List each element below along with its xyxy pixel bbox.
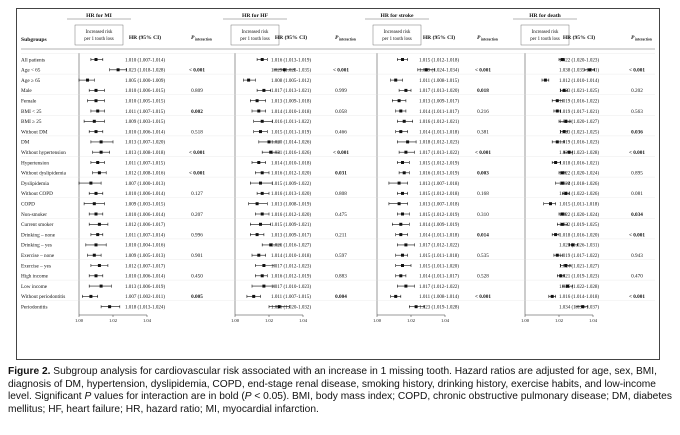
hr-point [401, 254, 404, 257]
hr-ci-value: 1.011 (1.007-1.014) [125, 233, 165, 239]
p-interaction-value: 0.535 [477, 253, 489, 259]
p-interaction-value: 0.034 [631, 211, 643, 218]
hr-ci-value: 1.018 (1.013-1.024) [125, 305, 165, 311]
p-interaction-header: P [477, 35, 481, 41]
hr-ci-value: 1.012 (1.006-1.017) [125, 223, 165, 229]
subgroup-label: Exercise – none [21, 253, 55, 259]
p-interaction-value: 0.211 [335, 232, 347, 239]
subgroup-label: DM [21, 139, 30, 146]
hr-ci-value: 1.015 (1.009-1.022) [271, 181, 311, 187]
hr-ci-value: 1.011 (1.008-1.014) [419, 295, 459, 301]
hr-ci-value: 1.013 (1.009-1.018) [271, 99, 311, 105]
hr-ci-value: 1.019 (1.017-1.022) [559, 254, 599, 259]
hr-point [403, 120, 406, 123]
hr-ci-value: 1.015 (1.009-1.021) [271, 223, 311, 229]
hr-point [262, 264, 265, 267]
increased-risk-box [231, 25, 279, 45]
hr-point [399, 274, 402, 277]
hr-point [401, 192, 404, 195]
hr-ci-value: 1.005 (1.000-1.009) [125, 78, 165, 84]
p-interaction-value: 0.901 [191, 253, 203, 259]
hr-ci-value: 1.011 (1.007-1.015) [125, 161, 165, 167]
p-interaction-header: P [191, 35, 195, 41]
hr-ci-value: 1.011 (1.007-1.015) [271, 295, 311, 301]
hr-point [551, 295, 554, 298]
hr-ci-value: 1.007 (1.002-1.011) [125, 295, 165, 301]
hr-ci-value: 1.019 (1.017-1.021) [559, 109, 599, 115]
p-interaction-value: 0.310 [477, 211, 489, 218]
hr-ci-value: 1.025 (1.022-1.028) [559, 284, 599, 290]
hr-point [259, 223, 262, 226]
hr-point [257, 110, 260, 113]
hr-ci-value: 1.021 (1.019-1.023) [559, 274, 599, 280]
hr-point [256, 233, 259, 236]
panel-title: HR for death [529, 13, 561, 19]
subgroup-label: BMI < 25 [21, 108, 42, 115]
hr-ci-value: 1.018 (1.012-1.023) [419, 140, 459, 146]
hr-point [95, 274, 98, 277]
hr-point [95, 58, 98, 61]
p-interaction-value: 0.809 [191, 88, 203, 95]
hr-ci-value: 1.020 (1.014-1.026) [271, 140, 311, 146]
hr-point [86, 79, 89, 82]
hr-ci-value: 1.015 (1.011-1.020) [419, 264, 459, 270]
subgroup-label: Without dyslipidemia [21, 170, 66, 177]
p-interaction-value: 0.996 [191, 232, 203, 239]
hr-ci-value: 1.012 (1.007-1.017) [125, 264, 165, 270]
hr-ci-value: 1.016 (1.013-1.020) [271, 192, 311, 198]
hr-ci-value: 1.010 (1.007-1.014) [125, 58, 165, 64]
increased-risk-sublabel: per 1 tooth loss [240, 37, 270, 42]
increased-risk-sublabel: per 1 tooth loss [530, 37, 560, 42]
hr-point [117, 68, 120, 71]
hr-ci-value: 1.029 (1.024-1.034) [419, 68, 459, 74]
hr-ci-value: 1.013 (1.007-1.018) [419, 181, 459, 187]
subgroup-label: Without COPD [21, 191, 53, 198]
hr-point [257, 254, 260, 257]
hr-ci-value: 1.017 (1.012-1.023) [271, 264, 311, 270]
p-interaction-value: 0.058 [335, 108, 347, 115]
hr-ci-value: 1.014 (1.010-1.018) [271, 109, 311, 115]
p-interaction-subscript: interaction [635, 37, 652, 42]
hr-ci-value: 1.034 (1.030-1.037) [559, 305, 599, 311]
increased-risk-label: Increased risk [241, 30, 269, 35]
p-interaction-value: 0.036 [631, 129, 643, 136]
hr-point [259, 130, 262, 133]
hr-point [398, 202, 401, 205]
caption-text-1: Subgroup analysis for cardiovascular risk associated with an increase in 1 missing tooth. Hazard ratios are adjusted for age, sex, BMI, diagnosis of DM, hypertension, dyslipidemia, COPD, end-stage renal disease, smoking history, drinking history, exercise habits, and low-income level. Significant [8, 366, 657, 403]
hr-point [89, 295, 92, 298]
p-interaction-value: 0.475 [335, 211, 347, 218]
hr-ci-value: 1.024 (1.021-1.027) [559, 264, 599, 270]
hr-ci-value: 1.023 (1.018-1.028) [125, 68, 165, 74]
subgroup-label: BMI ≥ 25 [21, 119, 42, 126]
hr-point [554, 161, 557, 164]
hr-ci-value: 1.024 (1.022-1.026) [559, 192, 599, 198]
hr-ci-value: 1.017 (1.013-1.022) [419, 151, 459, 156]
subgroup-label: All patients [21, 57, 46, 64]
increased-risk-box [521, 25, 569, 45]
hr-point [394, 295, 397, 298]
hr-ci-value: 1.022 (1.018-1.026) [559, 181, 599, 187]
hr-ci-value: 1.018 (1.016-1.021) [559, 161, 599, 167]
x-tick-label: 1.00 [372, 318, 382, 323]
hr-ci-value: 1.015 (1.012-1.018) [419, 192, 459, 198]
hr-ci-value: 1.014 (1.010-1.018) [271, 161, 311, 167]
p-interaction-value: 0.518 [191, 129, 203, 136]
p-interaction-value: < 0.001 [333, 67, 349, 74]
x-tick-label: 1.04 [440, 318, 450, 323]
p-interaction-value: 0.168 [477, 191, 489, 198]
hr-ci-value: 1.010 (1.005-1.015) [125, 99, 165, 105]
hr-point [100, 285, 103, 288]
p-interaction-subscript: interaction [481, 37, 498, 42]
subgroup-label: Male [21, 88, 32, 95]
hr-point [261, 192, 264, 195]
hr-point [399, 223, 402, 226]
hr-ci-value: 1.013 (1.007-1.018) [419, 202, 459, 208]
p-interaction-value: 0.005 [191, 294, 203, 301]
hr-point [406, 140, 409, 143]
hr-ci-value: 1.016 (1.012-1.020) [271, 212, 311, 218]
hr-column-header: HR (95% CI) [422, 35, 456, 41]
p-interaction-value: 0.018 [477, 88, 489, 95]
hr-point [95, 99, 98, 102]
subgroup-label: Non-smoker [21, 211, 47, 218]
subgroups-header: Subgroups [21, 37, 47, 43]
subgroup-label: Drinking – none [21, 232, 56, 239]
hr-column-header: HR (95% CI) [562, 35, 596, 41]
hr-ci-value: 1.018 (1.016-1.020) [559, 233, 599, 239]
hr-point [256, 99, 259, 102]
p-interaction-value: < 0.001 [475, 67, 491, 74]
increased-risk-box [373, 25, 421, 45]
p-interaction-value: 0.563 [631, 108, 643, 115]
p-interaction-value: < 0.001 [629, 67, 645, 74]
hr-ci-value: 1.011 (1.007-1.015) [125, 109, 165, 115]
hr-point [404, 151, 407, 154]
hr-point [100, 140, 103, 143]
hr-ci-value: 1.013 (1.009-1.017) [271, 233, 311, 239]
hr-ci-value: 1.010 (1.006-1.014) [125, 212, 165, 218]
p-interaction-value: 0.597 [335, 253, 347, 259]
hr-ci-value: 1.014 (1.011-1.018) [419, 130, 459, 136]
subgroup-label: Without periodontitis [21, 294, 66, 301]
x-tick-label: 1.00 [74, 318, 84, 323]
hr-ci-value: 1.016 (1.013-1.019) [419, 171, 459, 177]
hr-point [256, 202, 259, 205]
hr-ci-value: 1.015 (1.012-1.019) [419, 161, 459, 167]
p-interaction-header: P [335, 35, 339, 41]
hr-ci-value: 1.017 (1.012-1.022) [419, 243, 459, 249]
hr-ci-value: 1.016 (1.012-1.019) [271, 274, 311, 280]
caption-text-3: < 0.05). BMI, body mass index; COPD, chronic obstructive pulmonary disease; DM, diabetes mellitus; HF, heart failure; HR, hazard ratio; MI, myocardial infarction. [8, 391, 672, 415]
hr-point [261, 171, 264, 174]
hr-point [108, 305, 111, 308]
hr-ci-value: 1.011 (1.008-1.015) [419, 78, 459, 84]
subgroup-label: Current smoker [21, 222, 54, 229]
hr-point [93, 120, 96, 123]
hr-ci-value: 1.009 (1.005-1.013) [125, 254, 165, 259]
hr-point [95, 192, 98, 195]
hr-point [96, 110, 99, 113]
hr-point [399, 233, 402, 236]
p-interaction-value: < 0.001 [333, 150, 349, 156]
hr-ci-value: 1.022 (1.019-1.025) [559, 223, 599, 229]
hr-point [401, 58, 404, 61]
hr-point [96, 233, 99, 236]
p-interaction-subscript: interaction [195, 37, 212, 42]
hr-point [95, 130, 98, 133]
x-tick-label: 1.04 [588, 318, 598, 323]
hr-point [403, 171, 406, 174]
hr-point [247, 79, 250, 82]
p-interaction-value: 0.528 [477, 273, 489, 280]
x-tick-label: 1.00 [520, 318, 530, 323]
subgroup-label: Periodontitis [21, 304, 48, 311]
p-interaction-value: < 0.001 [189, 150, 205, 156]
p-interaction-value: 0.202 [631, 88, 643, 95]
forest-plot-table [16, 8, 660, 360]
hr-ci-value: 1.013 (1.009-1.017) [419, 99, 459, 105]
hr-ci-value: 1.023 (1.021-1.025) [559, 130, 599, 136]
x-tick-label: 1.02 [264, 318, 274, 323]
hr-ci-value: 1.010 (1.006-1.014) [125, 274, 165, 280]
hr-point [415, 305, 418, 308]
hr-point [252, 295, 255, 298]
hr-point [549, 202, 552, 205]
hr-column-header: HR (95% CI) [128, 35, 162, 41]
hr-point [89, 182, 92, 185]
hr-ci-value: 1.015 (1.011-1.019) [271, 130, 311, 136]
hr-point [404, 243, 407, 246]
subgroup-label: High income [21, 273, 48, 280]
hr-point [95, 243, 98, 246]
hr-ci-value: 1.008 (1.005-1.012) [271, 78, 311, 84]
subgroup-label: Age < 65 [21, 67, 41, 74]
hr-ci-value: 1.015 (1.012-1.019) [419, 212, 459, 218]
p-interaction-value: 0.002 [191, 108, 203, 115]
p-interaction-header: P [631, 35, 635, 41]
hr-ci-value: 1.016 (1.011-1.022) [271, 120, 311, 126]
hr-ci-value: 1.010 (1.006-1.014) [125, 130, 165, 136]
hr-ci-value: 1.021 (1.016-1.027) [271, 243, 311, 249]
caption-lead: Figure 2. [8, 366, 51, 377]
hr-point [259, 182, 262, 185]
hr-point [96, 161, 99, 164]
hr-point [404, 89, 407, 92]
p-interaction-value: 0.207 [191, 211, 203, 218]
increased-risk-label: Increased risk [85, 30, 113, 35]
caption-text-2: values for interaction are in bold ( [91, 391, 245, 403]
hr-ci-value: 1.010 (1.006-1.014) [125, 192, 165, 198]
hr-point [404, 285, 407, 288]
p-interaction-subscript: interaction [339, 37, 356, 42]
hr-point [98, 223, 101, 226]
p-interaction-value: < 0.001 [475, 294, 491, 301]
p-interaction-value: 0.895 [631, 170, 643, 177]
subgroup-label: Low income [21, 283, 48, 290]
hr-ci-value: 1.022 (1.020-1.024) [559, 171, 599, 177]
p-interaction-value: 0.381 [477, 129, 489, 136]
increased-risk-sublabel: per 1 tooth loss [84, 37, 114, 42]
hr-point [98, 171, 101, 174]
hr-ci-value: 1.010 (1.006-1.015) [125, 89, 165, 95]
p-interaction-value: 0.943 [631, 253, 643, 259]
increased-risk-box [75, 25, 123, 45]
p-interaction-value: 0.014 [477, 232, 489, 239]
hr-ci-value: 1.023 (1.021-1.025) [559, 89, 599, 95]
p-interaction-value: 0.031 [335, 170, 347, 177]
subgroup-label: Hypertension [21, 160, 49, 167]
hr-ci-value: 1.015 (1.011-1.018) [419, 254, 459, 259]
hr-ci-value: 1.038 (1.035-1.041) [559, 68, 599, 74]
subgroup-label: Drinking – yes [21, 242, 52, 249]
hr-ci-value: 1.016 (1.014-1.018) [559, 295, 599, 301]
p-interaction-value: 0.003 [477, 170, 489, 177]
hr-ci-value: 1.029 (1.023-1.035) [271, 68, 311, 74]
hr-point [401, 161, 404, 164]
hr-point [95, 213, 98, 216]
hr-ci-value: 1.012 (1.008-1.016) [125, 171, 165, 177]
subgroup-label: Without DM [21, 129, 48, 136]
p-interaction-value: < 0.001 [189, 67, 205, 74]
subgroup-label: Without hypertension [21, 150, 66, 156]
hr-ci-value: 1.016 (1.012-1.020) [271, 171, 311, 177]
x-tick-label: 1.02 [108, 318, 118, 323]
hr-point [544, 79, 547, 82]
hr-point [98, 264, 101, 267]
x-tick-label: 1.00 [230, 318, 240, 323]
p-interaction-value: 0.450 [191, 273, 203, 280]
subgroup-label: Exercise – yes [21, 263, 51, 270]
increased-risk-label: Increased risk [531, 30, 559, 35]
hr-ci-value: 1.017 (1.013-1.020) [419, 89, 459, 95]
subgroup-label: Female [21, 98, 37, 105]
hr-ci-value: 1.022 (1.020-1.023) [559, 58, 599, 64]
hr-point [261, 120, 264, 123]
p-interaction-value: < 0.001 [629, 294, 645, 301]
hr-ci-value: 1.017 (1.010-1.023) [271, 284, 311, 290]
hr-point [554, 233, 557, 236]
hr-ci-value: 1.013 (1.006-1.019) [125, 284, 165, 290]
panel-title: HR for HF [242, 13, 268, 19]
hr-ci-value: 1.010 (1.004-1.016) [125, 243, 165, 249]
hr-point [93, 202, 96, 205]
p-interaction-value: < 0.001 [629, 150, 645, 156]
p-interaction-value: 0.004 [335, 294, 347, 301]
increased-risk-sublabel: per 1 tooth loss [382, 37, 412, 42]
hr-ci-value: 1.014 (1.009-1.019) [419, 223, 459, 229]
hr-ci-value: 1.014 (1.011-1.017) [419, 274, 459, 280]
hr-ci-value: 1.026 (1.020-1.032) [271, 305, 311, 311]
hr-ci-value: 1.016 (1.013-1.019) [271, 58, 311, 64]
hr-point [261, 58, 264, 61]
x-tick-label: 1.02 [554, 318, 564, 323]
hr-ci-value: 1.021 (1.016-1.026) [271, 151, 311, 156]
figure-caption [8, 366, 672, 416]
hr-ci-value: 1.015 (1.011-1.018) [559, 202, 599, 208]
subgroup-label: Age ≥ 65 [21, 77, 41, 84]
increased-risk-label: Increased risk [383, 30, 411, 35]
hr-ci-value: 1.009 (1.003-1.015) [125, 120, 165, 126]
caption-p-italic: P [84, 391, 92, 403]
hr-point [398, 99, 401, 102]
x-tick-label: 1.02 [406, 318, 416, 323]
hr-ci-value: 1.019 (1.016-1.022) [559, 99, 599, 105]
hr-ci-value: 1.015 (1.012-1.018) [419, 58, 459, 64]
p-interaction-value: 0.466 [335, 129, 347, 136]
hr-point [93, 254, 96, 257]
hr-ci-value: 1.024 (1.020-1.027) [559, 120, 599, 126]
hr-point [394, 79, 397, 82]
hr-ci-value: 1.026 (1.023-1.028) [559, 151, 599, 156]
hr-ci-value: 1.017 (1.012-1.022) [419, 284, 459, 290]
p-interaction-value: 0.999 [335, 88, 347, 95]
p-interaction-value: 0.216 [477, 108, 489, 115]
x-tick-label: 1.04 [142, 318, 152, 323]
panel-title: HR for MI [86, 13, 112, 19]
hr-point [399, 130, 402, 133]
hr-ci-value: 1.014 (1.010-1.018) [271, 254, 311, 259]
hr-column-header: HR (95% CI) [274, 35, 308, 41]
p-interaction-value: 0.127 [191, 191, 203, 198]
hr-ci-value: 1.013 (1.008-1.018) [125, 151, 165, 156]
p-interaction-value: < 0.001 [189, 170, 205, 177]
p-interaction-value: < 0.001 [475, 150, 491, 156]
hr-point [401, 264, 404, 267]
hr-point [257, 161, 260, 164]
hr-ci-value: 1.028 (1.026-1.031) [559, 243, 599, 249]
hr-point [398, 182, 401, 185]
hr-ci-value: 1.012 (1.010-1.014) [559, 78, 599, 84]
hr-point [262, 285, 265, 288]
p-interaction-value: < 0.001 [629, 232, 645, 239]
hr-ci-value: 1.017 (1.013-1.021) [271, 89, 311, 95]
panel-title: HR for stroke [380, 13, 414, 19]
hr-ci-value: 1.019 (1.016-1.023) [559, 140, 599, 146]
hr-point [95, 89, 98, 92]
hr-ci-value: 1.023 (1.019-1.028) [419, 305, 459, 311]
hr-ci-value: 1.022 (1.020-1.024) [559, 212, 599, 218]
p-interaction-value: 0.081 [631, 191, 643, 198]
hr-ci-value: 1.013 (1.008-1.019) [271, 202, 311, 208]
x-tick-label: 1.04 [298, 318, 308, 323]
subgroup-label: COPD [21, 201, 35, 208]
p-interaction-value: 0.470 [631, 273, 643, 280]
caption-p-italic-2: P [244, 391, 252, 403]
forest-plot-svg [17, 9, 659, 359]
hr-point [100, 151, 103, 154]
subgroup-label: Dyslipidemia [21, 180, 49, 187]
hr-point [401, 213, 404, 216]
hr-ci-value: 1.013 (1.007-1.020) [125, 140, 165, 146]
hr-point [261, 213, 264, 216]
hr-point [261, 274, 264, 277]
hr-ci-value: 1.014 (1.011-1.017) [419, 109, 459, 115]
p-interaction-value: 0.808 [335, 191, 347, 198]
hr-ci-value: 1.007 (1.000-1.013) [125, 181, 165, 187]
hr-ci-value: 1.016 (1.012-1.021) [419, 120, 459, 126]
hr-point [399, 110, 402, 113]
hr-point [262, 89, 265, 92]
hr-ci-value: 1.009 (1.003-1.015) [125, 202, 165, 208]
p-interaction-value: 0.883 [335, 273, 347, 280]
hr-ci-value: 1.014 (1.011-1.018) [419, 233, 459, 239]
